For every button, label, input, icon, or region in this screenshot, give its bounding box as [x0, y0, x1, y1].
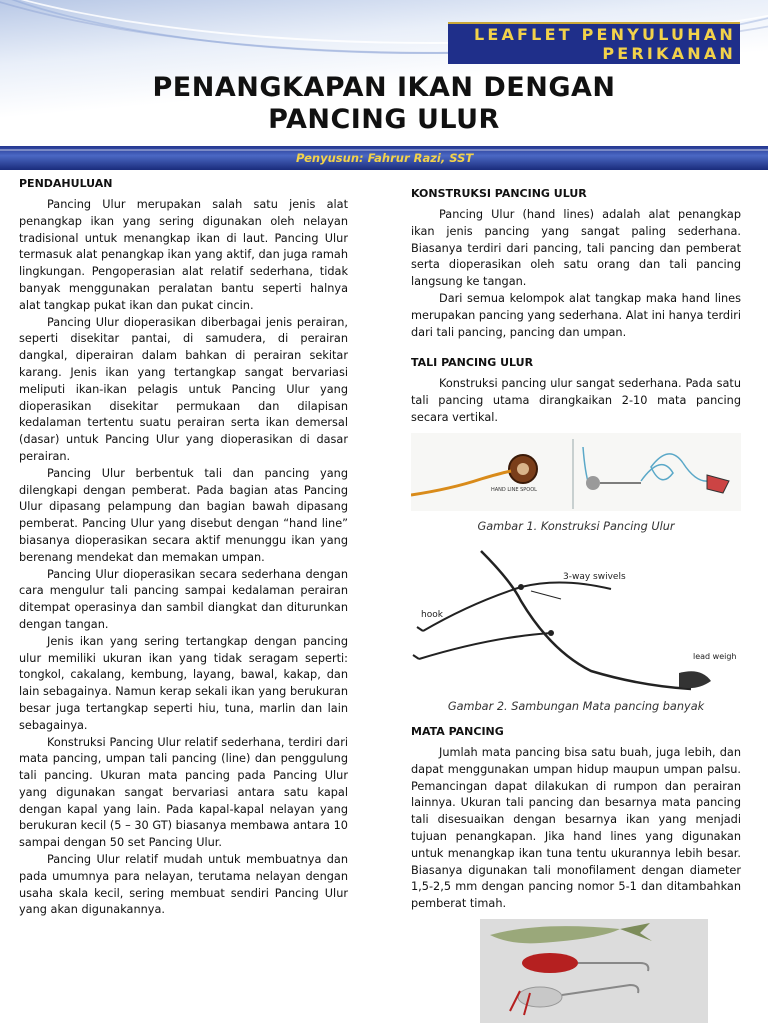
- title-line1: PENANGKAPAN IKAN DENGAN: [152, 72, 616, 103]
- section-heading-konstruksi: KONSTRUKSI PANCING ULUR: [411, 187, 587, 200]
- lure-photo: [480, 919, 708, 1023]
- section-heading-mata: MATA PANCING: [411, 724, 504, 738]
- figure-2-caption: Gambar 2. Sambungan Mata pancing banyak: [447, 700, 705, 714]
- hand-line-diagram: [411, 433, 741, 511]
- section-heading-pendahuluan: PENDAHULUAN: [19, 177, 113, 190]
- spool-label: HAND LINE SPOOL: [491, 486, 537, 493]
- paragraph: Pancing Ulur merupakan salah satu jenis alat penangkap ikan yang sering digunakan oleh nelayan tradisional untuk menangkap ikan di laut. Pancing Ulur termasuk alat penangkap ikan yang aktif, dan juga ramah lingkungan. Pengoperasian alat relatif sederhana, tidak banyak menggunakan peralatan bantu seperti halnya alat tangkap pukat ikan dan pukat cincin.: [19, 198, 348, 312]
- leaflet-line1: LEAFLET PENYULUHAN: [473, 25, 736, 44]
- paragraph: Pancing Ulur berbentuk tali dan pancing yang dilengkapi dengan pemberat. Pada bagian atas Pancing Ulur dipasang pelampung dan bagian bawah dipasang pemberat. Pancing Ulur yang disebut dengan “hand line” biasanya dioperasikan secara aktif menunggu ikan yang berenang mendekat dan memakan umpan.: [19, 466, 348, 564]
- leaflet-badge: [448, 22, 740, 64]
- paragraph: Jenis ikan yang sering tertangkap dengan pancing ulur memiliki ukuran ikan yang tidak seragam seperti: tongkol, cakalang, kembung, layang, bawal, kakap, dan lain sebagainya. Namun kerap sekali ikan yang berukuran besar juga tertangkap seperti hiu, tuna, marlin dan lain sebagainya.: [19, 634, 348, 732]
- page-title: [100, 72, 668, 136]
- hook-label: hook: [421, 610, 443, 621]
- left-column: [19, 176, 348, 919]
- paragraph: Pancing Ulur (hand lines) adalah alat penangkap ikan jenis pancing yang sangat paling sederhana. Biasanya terdiri dari pancing, tali pancing dan pemberat serta dioperasikan oleh satu orang dan tali pancing langsung ke tangan.: [411, 208, 741, 289]
- figure-2: [411, 541, 741, 716]
- lead-weight-label: lead weigh: [693, 652, 737, 662]
- paragraph: Dari semua kelompok alat tangkap maka hand lines merupakan pancing yang sederhana. Alat ini hanya terdiri dari tali pancing, pancing dan umpan.: [411, 291, 741, 339]
- title-line2: PANCING ULUR: [268, 104, 500, 135]
- right-column: [411, 186, 741, 1023]
- paragraph: Konstruksi Pancing Ulur relatif sederhana, terdiri dari mata pancing, umpan tali pancing (line) dan penggulung tali pancing. Ukuran mata pancing pada Pancing Ulur yang digunakan sangat bervariasi antara satu kapal dengan kapal yang lain. Pada kapal-kapal nelayan yang berukuran kecil (5 – 30 GT) biasanya membawa antara 10 sampai dengan 50 set Pancing Ulur.: [19, 735, 348, 850]
- author-credit: Penyusun: Fahrur Razi, SST: [296, 151, 474, 165]
- paragraph: Konstruksi pancing ulur sangat sederhana. Pada satu tali pancing utama dirangkaikan 2-10 mata pancing secara vertikal.: [411, 377, 741, 424]
- section-heading-tali: TALI PANCING ULUR: [411, 356, 534, 370]
- lure-photo-image: [480, 919, 708, 1023]
- paragraph: Pancing Ulur relatif mudah untuk membuatnya dan pada umumnya para nelayan, terutama nelayan dengan usaha skala kecil, sering membuat sendiri Pancing Ulur yang akan digunakannya.: [19, 853, 348, 917]
- author-band: [0, 146, 768, 170]
- paragraph: Pancing Ulur dioperasikan diberbagai jenis perairan, seperti disekitar pantai, di samudera, di perairan dangkal, diperairan dalam bahkan di perairan sekitar karang. Jenis ikan yang tertangkap sangat bervariasi meliputi ikan-ikan pelagis untuk Pancing Ulur yang dioperasikan disekitar permukaan dan dilapisan kedalaman tertentu suatu perairan serta ikan demersal (dasar) untuk Pancing Ulur yang dioperasikan di dasar perairan.: [19, 315, 348, 463]
- figure-1: [411, 433, 741, 536]
- swivels-label: 3-way swivels: [563, 572, 626, 583]
- figure-1-caption: Gambar 1. Konstruksi Pancing Ulur: [477, 519, 675, 533]
- leaflet-line2: PERIKANAN: [602, 44, 736, 63]
- paragraph: Jumlah mata pancing bisa satu buah, juga lebih, dan dapat menggunakan umpan hidup maupun umpan palsu. Pemancingan dapat dilakukan di rumpon dan perairan lainnya. Ukuran tali pancing dan besarnya mata pancing tali disesuaikan dengan besarnya ikan yang menjadi tujuan penangkapan. Jika hand lines yang digunakan untuk menangkap ikan tuna tentu ukurannya lebih besar. Biasanya digunakan tali monofilament dengan diameter 1,5-2,5 mm dengan pancing nomor 5-1 dan ditambahkan pemberat timah.: [411, 745, 741, 911]
- multi-hook-diagram: [411, 541, 741, 691]
- paragraph: Pancing Ulur dioperasikan secara sederhana dengan cara mengulur tali pancing sampai kedalaman perairan ditempat operasinya dan sambil diangkat dan diturunkan dengan tangan.: [19, 567, 348, 631]
